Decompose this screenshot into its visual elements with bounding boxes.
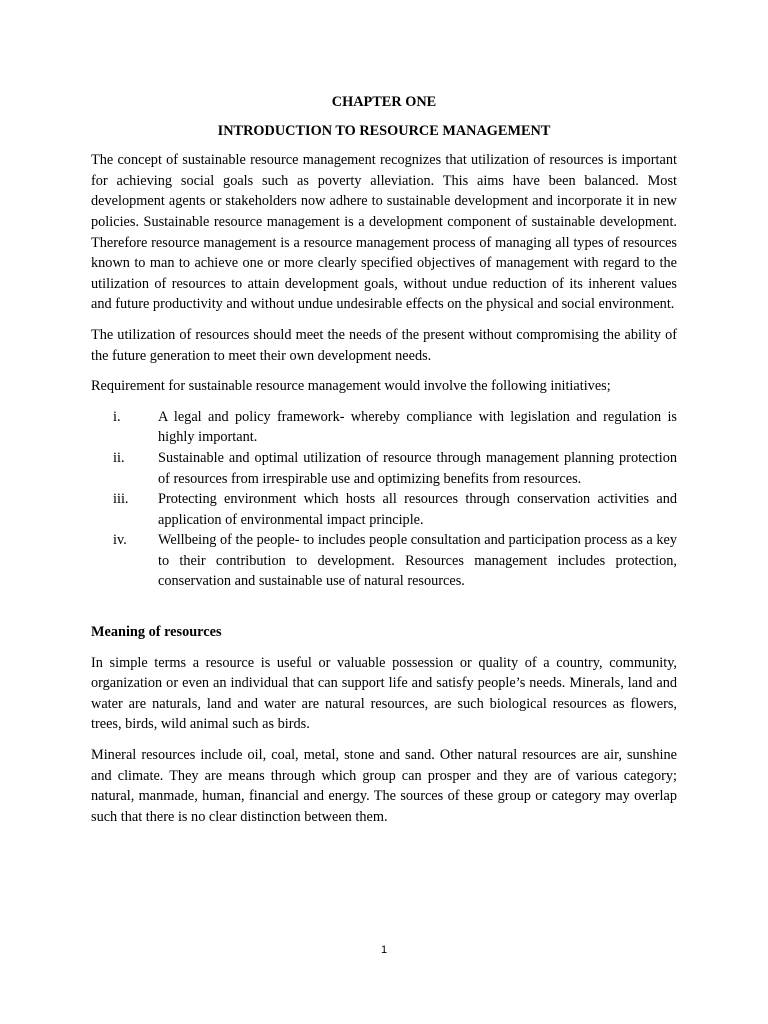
meaning-paragraph: Mineral resources include oil, coal, metal, stone and sand. Other natural resources are air, sunshine and climate. They are means through which group can prosper and they are of various category; natural, manmade, human, financial and energy. The sources of these group or category may overlap such that there is no clear distinction between them. <box>91 747 677 825</box>
list-item <box>91 489 677 530</box>
list-item-number: i. <box>113 408 121 425</box>
list-item-number: iv. <box>113 532 127 549</box>
page-content <box>91 92 677 837</box>
intro-paragraph: Requirement for sustainable resource management would involve the following initiatives; <box>91 378 611 395</box>
section-heading: Meaning of resources <box>91 624 222 641</box>
intro-paragraph: The concept of sustainable resource management recognizes that utilization of resources is important for achieving social goals such as poverty alleviation. This aims have been balanced. Most development agents or stakeholders now adhere to sustainable development and incorporate it in new policies. Sustainable resource management is a development component of sustainable development. Therefore resource management is a resource management process of managing all types of resources known to man to achieve one or more clearly specified objectives of management with regard to the utilization of resources to attain development goals, without undue reduction of its inherent values and future productivity and without undue undesirable effects on the physical and social environment. <box>91 152 677 313</box>
initiatives-list <box>91 407 677 592</box>
list-item <box>91 407 677 448</box>
list-item <box>91 448 677 489</box>
list-item-number: iii. <box>113 491 129 508</box>
list-item <box>91 530 677 592</box>
list-item-number: ii. <box>113 449 125 466</box>
list-item-text: Protecting environment which hosts all resources through conservation activities and application of environmental impact principle. <box>158 491 677 528</box>
intro-paragraph: The utilization of resources should meet the needs of the present without compromising the ability of the future generation to meet their own development needs. <box>91 326 677 364</box>
list-item-text: Wellbeing of the people- to includes people consultation and participation process as a key to their contribution to development. Resources management includes protection, conservation and sustainable use of natural resources. <box>158 532 677 590</box>
list-item-text: Sustainable and optimal utilization of resource through management planning protection of resources from irrespirable use and optimizing benefits from resources. <box>158 449 677 487</box>
meaning-paragraph: In simple terms a resource is useful or valuable possession or quality of a country, community, organization or even an individual that can support life and satisfy people’s needs. Minerals, land and water are naturals, land and water are natural resources, are such biological resources as flowers, trees, birds, wild animal such as birds. <box>91 654 677 733</box>
page-number: 1 <box>380 944 388 956</box>
chapter-title: INTRODUCTION TO RESOURCE MANAGEMENT <box>217 122 551 139</box>
chapter-label: CHAPTER ONE <box>331 94 437 110</box>
list-item-text: A legal and policy framework- whereby compliance with legislation and regulation is highly important. <box>158 408 677 446</box>
